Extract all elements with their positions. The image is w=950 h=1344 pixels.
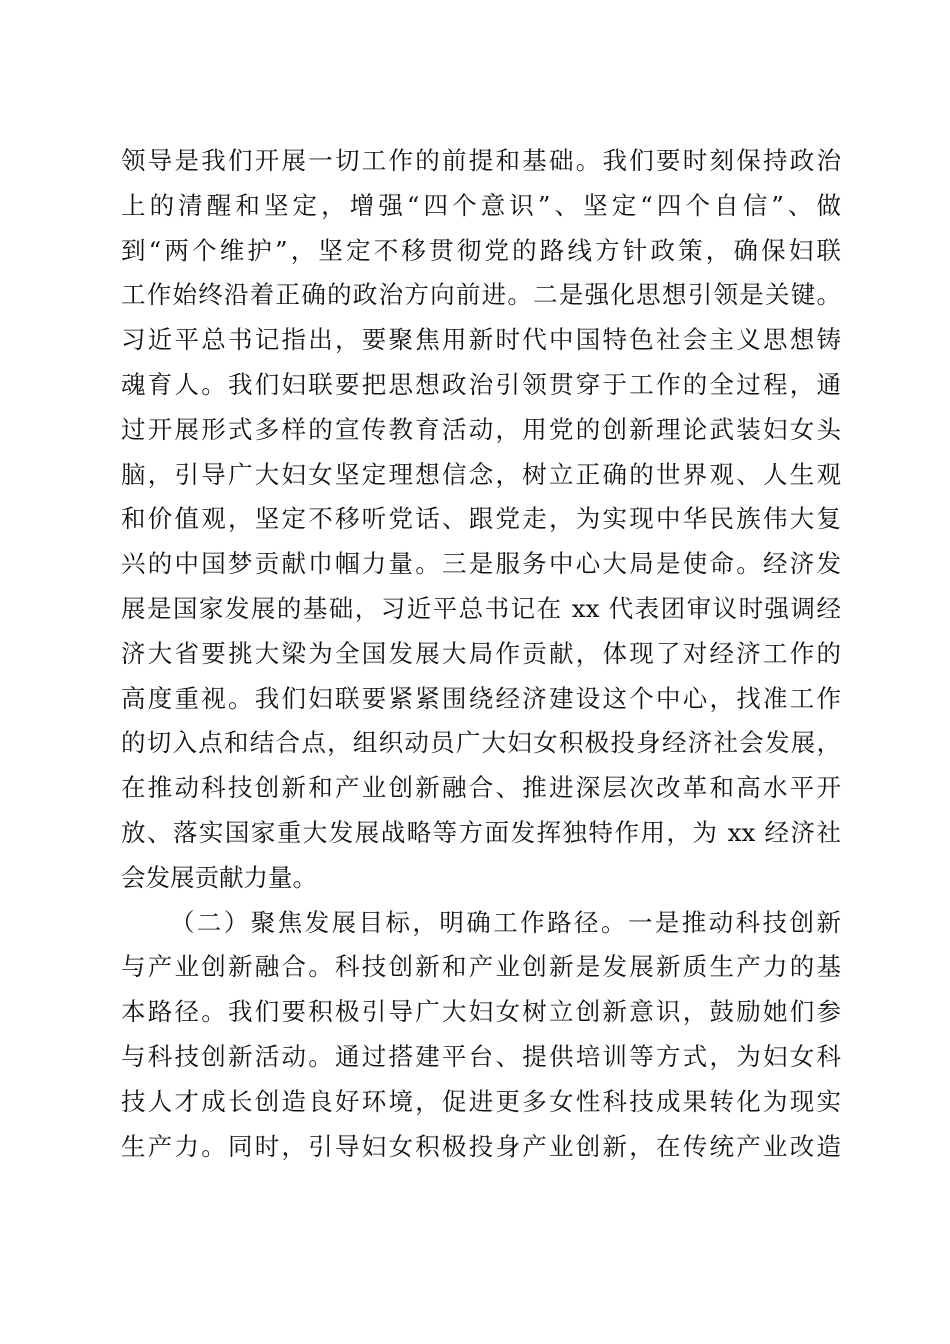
paragraph-2-line: （二）聚焦发展目标，明确工作路径。一是推动科技创新	[170, 907, 841, 937]
document-body	[121, 139, 841, 1169]
paragraph-2-line: 与产业创新融合。科技创新和产业创新是发展新质生产力的基	[121, 952, 841, 982]
paragraph-1-line: 领导是我们开展一切工作的前提和基础。我们要时刻保持政治	[121, 146, 841, 175]
paragraph-2-line: 本路径。我们要积极引导广大妇女树立创新意识，鼓励她们参	[121, 997, 841, 1027]
paragraph-2-line: 技人才成长创造良好环境，促进更多女性科技成果转化为现实	[121, 1086, 841, 1116]
paragraph-2-line: 生产力。同时，引导妇女积极投身产业创新，在传统产业改造	[121, 1131, 841, 1161]
paragraph-1-line: 和价值观，坚定不移听党话、跟党走，为实现中华民族伟大复	[121, 504, 841, 534]
paragraph-1-line: 会发展贡献力量。	[121, 862, 317, 892]
paragraph-1-line: 过开展形式多样的宣传教育活动，用党的创新理论武装妇女头	[121, 414, 841, 444]
paragraph-1-line: 的切入点和结合点，组织动员广大妇女积极投身经济社会发展，	[121, 728, 841, 758]
paragraph-1-line: 放、落实国家重大发展战略等方面发挥独特作用，为 xx 经济社	[121, 817, 841, 847]
paragraph-1-line: 上的清醒和坚定，增强“四个意识”、坚定“四个自信”、做	[121, 190, 841, 220]
paragraph-1-line: 魂育人。我们妇联要把思想政治引领贯穿于工作的全过程，通	[121, 369, 841, 399]
paragraph-1	[121, 139, 841, 901]
paragraph-2	[121, 901, 841, 1170]
paragraph-2-line: 与科技创新活动。通过搭建平台、提供培训等方式，为妇女科	[121, 1041, 841, 1071]
paragraph-1-line: 展是国家发展的基础，习近平总书记在 xx 代表团审议时强调经	[121, 593, 841, 623]
paragraph-1-line: 工作始终沿着正确的政治方向前进。二是强化思想引领是关键。	[121, 280, 841, 310]
paragraph-1-line: 到“两个维护”，坚定不移贯彻党的路线方针政策，确保妇联	[121, 235, 841, 265]
paragraph-1-line: 高度重视。我们妇联要紧紧围绕经济建设这个中心，找准工作	[121, 683, 841, 713]
paragraph-1-line: 脑，引导广大妇女坚定理想信念，树立正确的世界观、人生观	[121, 459, 841, 489]
paragraph-1-line: 兴的中国梦贡献巾帼力量。三是服务中心大局是使命。经济发	[121, 549, 841, 579]
paragraph-1-line: 在推动科技创新和产业创新融合、推进深层次改革和高水平开	[121, 773, 841, 803]
paragraph-1-line: 济大省要挑大梁为全国发展大局作贡献，体现了对经济工作的	[121, 638, 841, 668]
paragraph-1-line: 习近平总书记指出，要聚焦用新时代中国特色社会主义思想铸	[121, 325, 841, 355]
